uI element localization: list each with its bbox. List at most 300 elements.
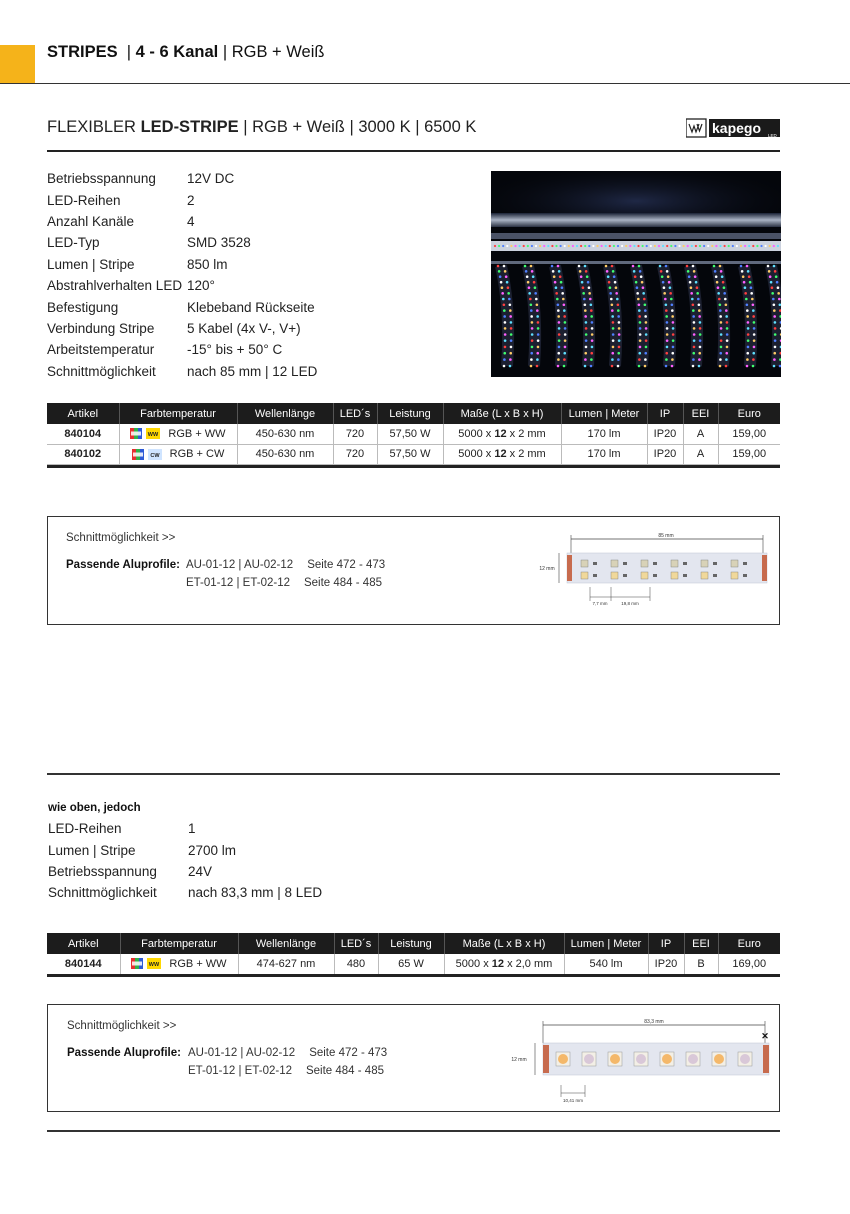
photo-led xyxy=(525,270,528,273)
photo-led xyxy=(590,315,593,318)
spec-row xyxy=(47,168,317,189)
photo-led xyxy=(551,265,554,268)
photo-led xyxy=(615,286,618,289)
aluprofile-line-2-1: AU-01-12 | AU-02-12 Seite 472 - 473 xyxy=(188,1047,388,1059)
photo-led xyxy=(770,281,773,284)
product-table-2 xyxy=(47,933,780,975)
spec-value: 2700 lm xyxy=(188,842,237,858)
photo-led xyxy=(672,327,675,330)
photo-led xyxy=(728,245,730,247)
photo-led xyxy=(497,265,500,268)
led-lens xyxy=(558,1054,568,1064)
photo-led xyxy=(642,292,645,295)
photo-led xyxy=(638,265,641,268)
photo-led xyxy=(741,270,744,273)
photo-led xyxy=(564,245,566,247)
photo-led xyxy=(642,245,644,247)
photo-led xyxy=(777,286,780,289)
photo-led xyxy=(611,352,614,355)
photo-led xyxy=(639,339,642,342)
photo-led xyxy=(659,265,662,268)
photo-led xyxy=(693,346,696,349)
photo-led xyxy=(501,292,504,295)
photo-led xyxy=(698,352,701,355)
photo-led xyxy=(502,245,504,247)
photo-led xyxy=(699,245,701,247)
photo-led xyxy=(494,245,496,247)
photo-led xyxy=(748,275,751,278)
photo-led xyxy=(670,298,673,301)
photo-led xyxy=(585,339,588,342)
photo-led xyxy=(613,275,616,278)
photo-led xyxy=(774,346,777,349)
spec-value: 4 xyxy=(187,213,195,229)
photo-led xyxy=(504,333,507,336)
photo-led xyxy=(613,245,615,247)
photo-led xyxy=(725,358,728,361)
photo-led xyxy=(611,265,614,268)
photo-led xyxy=(760,245,762,247)
photo-led xyxy=(699,333,702,336)
photo-led xyxy=(612,346,615,349)
photo-led xyxy=(553,275,556,278)
photo-led xyxy=(753,333,756,336)
photo-led xyxy=(503,265,506,268)
photo-led xyxy=(724,298,727,301)
photo-led xyxy=(543,245,545,247)
photo-led xyxy=(715,245,717,247)
spec-row xyxy=(48,818,322,839)
photo-led xyxy=(610,298,613,301)
photo-led xyxy=(510,245,512,247)
photo-led xyxy=(503,303,506,306)
photo-led xyxy=(611,358,614,361)
photo-led xyxy=(564,346,567,349)
spec-row xyxy=(47,361,317,382)
section-divider xyxy=(47,773,780,775)
spec-row xyxy=(48,882,322,903)
photo-led xyxy=(558,321,561,324)
photo-led xyxy=(633,245,635,247)
resistor xyxy=(623,574,627,577)
photo-led xyxy=(678,245,680,247)
svg-text:CW: CW xyxy=(150,452,160,459)
power: 57,50 W xyxy=(377,444,443,464)
spec-row xyxy=(48,861,322,882)
svg-text:10,41 mm: 10,41 mm xyxy=(562,1098,584,1103)
photo-led xyxy=(672,346,675,349)
photo-led xyxy=(691,245,693,247)
table-1-bottom-rule xyxy=(47,465,780,468)
photo-led xyxy=(721,275,724,278)
photo-led xyxy=(560,281,563,284)
photo-led xyxy=(643,298,646,301)
photo-led xyxy=(584,265,587,268)
photo-led xyxy=(740,265,743,268)
photo-led xyxy=(530,352,533,355)
resistor xyxy=(743,574,747,577)
photo-led xyxy=(638,358,641,361)
photo-led xyxy=(531,270,534,273)
spec-list xyxy=(47,168,317,382)
photo-led xyxy=(557,309,560,312)
photo-led xyxy=(557,365,560,368)
photo-led xyxy=(723,292,726,295)
photo-led xyxy=(555,286,558,289)
article-number: 840144 xyxy=(47,954,120,974)
color-badge-icon xyxy=(132,449,162,460)
photo-led xyxy=(719,303,722,306)
photo-led xyxy=(672,333,675,336)
photo-led xyxy=(584,365,587,368)
column-header: Leistung xyxy=(378,933,444,954)
photo-led xyxy=(508,298,511,301)
spec-label: Abstrahlverhalten LED xyxy=(47,278,183,294)
photo-led xyxy=(719,358,722,361)
photo-led xyxy=(612,333,615,336)
photo-led xyxy=(774,270,777,273)
photo-led xyxy=(752,309,755,312)
photo-led xyxy=(645,327,648,330)
photo-led xyxy=(692,303,695,306)
spec-label: Lumen | Stripe xyxy=(47,256,135,272)
photo-led xyxy=(699,346,702,349)
table-row xyxy=(47,444,780,464)
photo-led xyxy=(646,245,648,247)
column-header: LED´s xyxy=(333,403,377,424)
table-row xyxy=(47,954,780,974)
photo-led xyxy=(579,270,582,273)
photo-led xyxy=(715,275,718,278)
photo-led xyxy=(644,352,647,355)
resistor xyxy=(653,574,657,577)
led-lens xyxy=(636,1054,646,1064)
photo-led xyxy=(558,327,561,330)
photo-led xyxy=(740,245,742,247)
photo-led xyxy=(683,245,685,247)
wavelength: 450-630 nm xyxy=(237,444,333,464)
photo-led xyxy=(698,358,701,361)
photo-led xyxy=(692,315,695,318)
spec-label: LED-Reihen xyxy=(47,192,121,208)
led-chip xyxy=(611,560,618,567)
photo-led xyxy=(671,352,674,355)
photo-led xyxy=(665,358,668,361)
spec-value: 850 lm xyxy=(187,256,228,272)
photo-led xyxy=(720,270,723,273)
photo-led xyxy=(774,333,777,336)
photo-led xyxy=(672,339,675,342)
photo-led xyxy=(617,365,620,368)
photo-led xyxy=(530,358,533,361)
column-header: Euro xyxy=(718,403,780,424)
photo-led xyxy=(614,281,617,284)
photo-led xyxy=(665,365,668,368)
photo-led xyxy=(697,298,700,301)
photo-led xyxy=(590,358,593,361)
photo-led xyxy=(671,315,674,318)
photo-led xyxy=(564,333,567,336)
photo-led xyxy=(711,245,713,247)
led-chip xyxy=(701,560,708,567)
photo-led xyxy=(752,315,755,318)
photo-led xyxy=(534,286,537,289)
photo-led xyxy=(503,309,506,312)
photo-led xyxy=(752,352,755,355)
photo-led xyxy=(584,303,587,306)
photo-led xyxy=(747,339,750,342)
photo-led xyxy=(713,265,716,268)
photo-led xyxy=(699,327,702,330)
photo-led xyxy=(725,303,728,306)
eei-class: A xyxy=(683,444,718,464)
photo-led xyxy=(666,270,669,273)
price: 169,00 xyxy=(718,954,780,974)
photo-led xyxy=(509,303,512,306)
photo-led xyxy=(773,309,776,312)
power: 65 W xyxy=(378,954,444,974)
photo-led xyxy=(693,321,696,324)
photo-led xyxy=(661,275,664,278)
led-count: 720 xyxy=(333,424,377,444)
table-2-bottom-rule xyxy=(47,974,780,977)
photo-led xyxy=(664,298,667,301)
spec-row xyxy=(47,189,317,210)
photo-led xyxy=(558,339,561,342)
photo-led xyxy=(582,286,585,289)
photo-led xyxy=(504,339,507,342)
svg-text:LED: LED xyxy=(768,133,777,138)
photo-led xyxy=(686,265,689,268)
photo-led xyxy=(696,292,699,295)
photo-led xyxy=(617,352,620,355)
photo-led xyxy=(552,270,555,273)
price: 159,00 xyxy=(718,444,780,464)
photo-led xyxy=(692,358,695,361)
photo-led xyxy=(564,339,567,342)
spec-label: Schnittmöglichkeit xyxy=(47,363,156,379)
photo-led xyxy=(535,298,538,301)
column-header: Farbtemperatur xyxy=(120,933,238,954)
svg-text:WW: WW xyxy=(149,962,160,969)
spec-value: 2 xyxy=(187,192,195,208)
photo-led xyxy=(558,333,561,336)
photo-led xyxy=(640,275,643,278)
photo-led xyxy=(498,245,500,247)
spec-value: 12V DC xyxy=(187,171,235,187)
photo-led xyxy=(767,265,770,268)
photo-led xyxy=(773,365,776,368)
photo-led xyxy=(693,327,696,330)
photo-led xyxy=(743,281,746,284)
photo-led xyxy=(539,245,541,247)
photo-led xyxy=(557,358,560,361)
photo-led xyxy=(639,346,642,349)
led-chip xyxy=(671,560,678,567)
photo-led xyxy=(536,365,539,368)
photo-led xyxy=(720,339,723,342)
photo-led xyxy=(510,339,513,342)
photo-led xyxy=(671,303,674,306)
photo-led xyxy=(726,346,729,349)
photo-led xyxy=(608,281,611,284)
photo-led xyxy=(523,245,525,247)
aluprofile-line-2: ET-01-12 | ET-02-12 Seite 484 - 485 xyxy=(186,577,382,589)
led-chip xyxy=(581,572,588,579)
photo-led xyxy=(499,275,502,278)
photo-led xyxy=(744,292,747,295)
photo-led xyxy=(612,321,615,324)
photo-led xyxy=(503,365,506,368)
product-photo xyxy=(491,171,781,377)
spec-row xyxy=(47,232,317,253)
photo-led xyxy=(509,309,512,312)
svg-text:WW: WW xyxy=(148,432,159,439)
photo-led xyxy=(606,270,609,273)
photo-led xyxy=(775,275,778,278)
spec-value: SMD 3528 xyxy=(187,235,251,251)
svg-text:kapego: kapego xyxy=(712,120,762,136)
photo-led xyxy=(531,339,534,342)
photo-led xyxy=(509,315,512,318)
photo-led xyxy=(747,270,750,273)
photo-led xyxy=(665,315,668,318)
photo-led xyxy=(752,358,755,361)
svg-text:12 mm: 12 mm xyxy=(511,1057,527,1063)
photo-led xyxy=(530,309,533,312)
spec-value: nach 83,3 mm | 8 LED xyxy=(188,885,323,901)
photo-led xyxy=(745,298,748,301)
spec-value: -15° bis + 50° C xyxy=(187,342,283,358)
wavelength: 474-627 nm xyxy=(238,954,334,974)
photo-led xyxy=(609,286,612,289)
photo-led xyxy=(625,245,627,247)
photo-led xyxy=(509,352,512,355)
photo-led xyxy=(578,265,581,268)
photo-led xyxy=(719,309,722,312)
photo-led xyxy=(654,245,656,247)
photo-led xyxy=(719,365,722,368)
photo-led xyxy=(751,298,754,301)
photo-led xyxy=(667,275,670,278)
photo-led xyxy=(773,245,775,247)
photo-led xyxy=(637,298,640,301)
photo-led xyxy=(507,292,510,295)
photo-led xyxy=(669,286,672,289)
photo-led xyxy=(561,292,564,295)
led-lens xyxy=(714,1054,724,1064)
photo-led xyxy=(742,275,745,278)
photo-led xyxy=(693,270,696,273)
photo-led xyxy=(585,333,588,336)
photo-led xyxy=(580,245,582,247)
photo-led xyxy=(530,265,533,268)
photo-led xyxy=(507,286,510,289)
resistor xyxy=(713,574,717,577)
photo-led xyxy=(638,352,641,355)
photo-led xyxy=(535,245,537,247)
photo-led xyxy=(506,281,509,284)
photo-led xyxy=(750,292,753,295)
column-header: Maße (L x B x H) xyxy=(444,933,564,954)
photo-led xyxy=(534,292,537,295)
photo-led xyxy=(752,365,755,368)
photo-led xyxy=(696,286,699,289)
color-temperature-cell xyxy=(120,954,238,974)
photo-led xyxy=(660,270,663,273)
led-chip xyxy=(611,572,618,579)
photo-led xyxy=(510,327,513,330)
photo-led xyxy=(714,270,717,273)
resistor xyxy=(623,562,627,565)
photo-led xyxy=(618,333,621,336)
photo-led xyxy=(585,321,588,324)
spec-row xyxy=(47,296,317,317)
photo-led xyxy=(585,346,588,349)
photo-led xyxy=(724,245,726,247)
photo-led xyxy=(773,352,776,355)
photo-led xyxy=(665,303,668,306)
lumen-per-meter: 170 lm xyxy=(561,424,647,444)
photo-led xyxy=(591,339,594,342)
photo-led xyxy=(663,286,666,289)
photo-led xyxy=(663,292,666,295)
photo-led xyxy=(744,245,746,247)
photo-led xyxy=(752,303,755,306)
photo-led xyxy=(585,327,588,330)
photo-led xyxy=(658,245,660,247)
svg-text:85 mm: 85 mm xyxy=(658,533,674,539)
photo-led xyxy=(564,321,567,324)
photo-led xyxy=(586,275,589,278)
photo-led xyxy=(777,292,780,295)
photo-led xyxy=(689,281,692,284)
photo-led xyxy=(665,309,668,312)
photo-led xyxy=(591,327,594,330)
spec-label: Anzahl Kanäle xyxy=(47,213,135,229)
article-number: 840102 xyxy=(47,444,119,464)
photo-led xyxy=(582,292,585,295)
photo-led xyxy=(537,346,540,349)
photo-led xyxy=(636,286,639,289)
svg-text:19,8 mm: 19,8 mm xyxy=(621,601,639,606)
photo-led xyxy=(501,286,504,289)
photo-led xyxy=(615,292,618,295)
photo-led xyxy=(504,346,507,349)
spec-row xyxy=(47,339,317,360)
spec-label: Verbindung Stripe xyxy=(47,320,155,336)
photo-led xyxy=(695,245,697,247)
photo-led xyxy=(524,265,527,268)
photo-led xyxy=(719,315,722,318)
photo-led xyxy=(726,339,729,342)
photo-led xyxy=(717,286,720,289)
aluprofile-line-2-2: ET-01-12 | ET-02-12 Seite 484 - 485 xyxy=(188,1065,384,1077)
spec-value: 5 Kabel (4x V-, V+) xyxy=(187,320,301,336)
photo-led xyxy=(588,286,591,289)
spec-row xyxy=(47,275,317,296)
photo-led xyxy=(590,352,593,355)
led-count: 480 xyxy=(334,954,378,974)
photo-led xyxy=(584,352,587,355)
photo-led xyxy=(688,275,691,278)
photo-led xyxy=(670,245,672,247)
photo-led xyxy=(773,315,776,318)
photo-led xyxy=(554,281,557,284)
led-chip xyxy=(731,572,738,579)
photo-led xyxy=(665,265,668,268)
color-temperature-cell xyxy=(119,444,237,464)
